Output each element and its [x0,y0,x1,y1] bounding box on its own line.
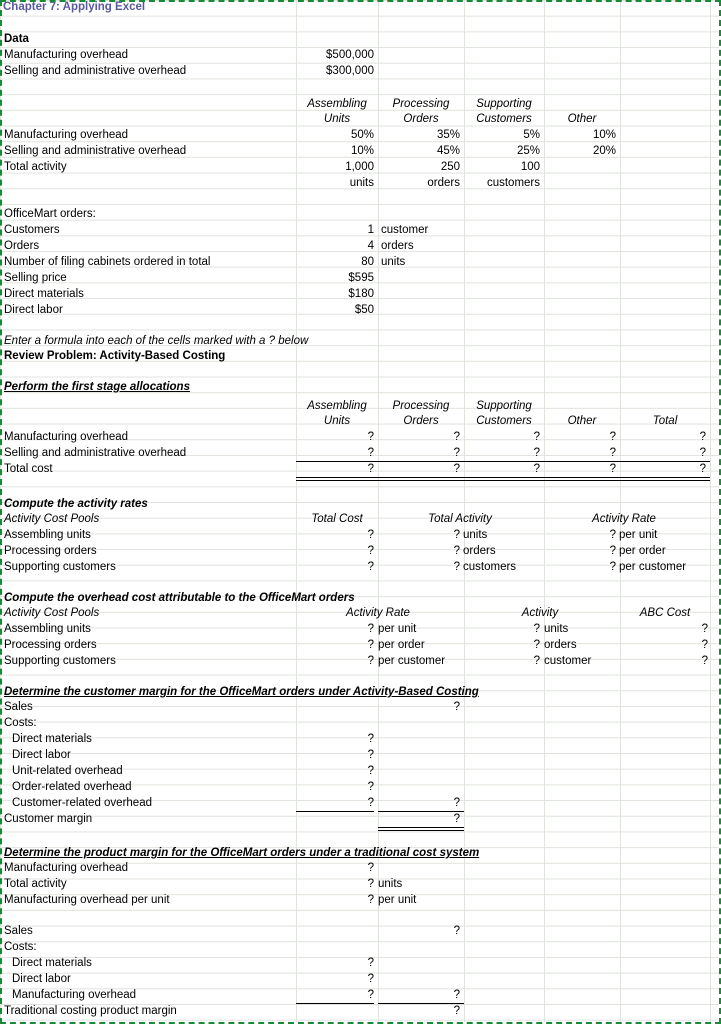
first-stage-heading: Perform the first stage allocations [4,381,190,393]
officemart-label: Number of filing cabinets ordered in total [4,256,211,268]
answer-cell[interactable]: ? [367,431,374,443]
overhead-act-unit: customer [544,655,592,667]
rates-act-unit: customers [463,561,517,573]
rates-col-pools: Activity Cost Pools [4,513,100,525]
officemart-heading: OfficeMart orders: [4,208,96,220]
pool-header: Orders [403,113,439,125]
instruction-text: Enter a formula into each of the cells marked with a ? below [4,335,309,347]
rates-act-unit: units [463,529,488,541]
dist-cell[interactable]: 1,000 [345,161,374,173]
overhead-heading: Compute the overhead cost attributable to the OfficeMart orders [4,592,355,604]
answer-cell[interactable]: ? [367,561,374,573]
answer-cell[interactable]: ? [367,655,374,667]
rates-label: Processing orders [4,545,97,557]
answer-cell[interactable]: ? [609,447,616,459]
answer-cell[interactable]: ? [367,447,374,459]
answer-cell[interactable]: ? [367,781,374,793]
answer-cell[interactable]: ? [609,529,616,541]
overhead-rate-unit: per unit [378,623,417,635]
answer-cell[interactable]: ? [453,797,460,809]
answer-cell[interactable]: ? [367,749,374,761]
answer-cell[interactable]: ? [533,639,540,651]
answer-cell[interactable]: ? [453,989,460,1001]
answer-cell[interactable]: ? [701,639,708,651]
answer-cell[interactable]: ? [453,447,460,459]
cm-cost-item: Direct labor [12,749,71,761]
rates-col-total-cost: Total Cost [311,513,363,525]
dist-label: Total activity [4,161,67,173]
answer-cell[interactable]: ? [453,925,460,937]
cm-costs-label: Costs: [4,717,37,729]
answer-cell[interactable]: ? [453,701,460,713]
answer-cell[interactable]: ? [699,431,706,443]
sheet-title: Chapter 7: Applying Excel [3,1,146,13]
pool-header: Units [323,113,351,125]
answer-cell[interactable]: ? [609,463,616,475]
dist-cell[interactable]: 10% [592,129,616,141]
overhead-label: Processing orders [4,639,97,651]
answer-cell[interactable]: ? [699,447,706,459]
officemart-value[interactable]: 80 [361,256,374,268]
rates-heading: Compute the activity rates [4,498,148,510]
officemart-label: Customers [4,224,60,236]
answer-cell[interactable]: ? [367,529,374,541]
answer-cell[interactable]: ? [609,561,616,573]
answer-cell[interactable]: ? [701,655,708,667]
answer-cell[interactable]: ? [699,463,706,475]
cm-cost-item: Unit-related overhead [12,765,123,777]
answer-cell[interactable]: ? [367,797,374,809]
overhead-act-unit: orders [544,639,577,651]
cm-margin-label: Customer margin [4,813,93,825]
dist-unit: orders [427,177,460,189]
pm-label: Manufacturing overhead [4,862,129,874]
answer-cell[interactable]: ? [367,639,374,651]
first-stage-label: Total cost [4,463,53,475]
officemart-value[interactable]: $180 [348,288,374,300]
pool-header: Total [652,415,678,427]
data-label: Selling and administrative overhead [4,65,187,77]
overhead-col-activity: Activity [521,607,559,619]
pm-label: Total activity [4,878,67,890]
overhead-label: Supporting customers [4,655,116,667]
answer-cell[interactable]: ? [367,989,374,1001]
cm-cost-item: Customer-related overhead [12,797,152,809]
cm-cost-item: Direct materials [12,733,92,745]
customer-margin-heading: Determine the customer margin for the OfficeMart orders under Activity-Based Costing [4,686,479,698]
answer-cell[interactable]: ? [367,973,374,985]
pool-header: Units [323,415,351,427]
pool-header: Customers [476,415,532,427]
pm-unit: units [378,878,403,890]
rates-rate-unit: per unit [619,529,658,541]
answer-cell[interactable]: ? [367,878,374,890]
first-stage-label: Manufacturing overhead [4,431,129,443]
total-double-rule [378,827,464,831]
answer-cell[interactable]: ? [453,1005,460,1017]
pm-cost-item: Direct materials [12,957,92,969]
data-value[interactable]: $500,000 [326,49,374,61]
pool-header: Assembling [307,98,367,110]
pool-header: Customers [476,113,532,125]
data-value[interactable]: $300,000 [326,65,374,77]
pm-margin-label: Traditional costing product margin [4,1005,177,1017]
rates-rate-unit: per order [619,545,666,557]
dist-cell[interactable]: 250 [440,161,460,173]
officemart-unit: orders [381,240,414,252]
pm-cost-item: Manufacturing overhead [12,989,137,1001]
dist-label: Manufacturing overhead [4,129,129,141]
overhead-col-rate: Activity Rate [346,607,410,619]
total-double-rule [296,477,710,481]
pool-header: Orders [403,415,439,427]
dist-unit: customers [486,177,540,189]
cm-sales-label: Sales [4,701,33,713]
rates-col-activity-rate: Activity Rate [592,513,656,525]
subtotal-rule [296,1003,374,1004]
dist-cell[interactable]: 100 [520,161,540,173]
officemart-label: Orders [4,240,40,252]
answer-cell[interactable]: ? [367,862,374,874]
dist-cell[interactable]: 20% [592,145,616,157]
dist-label: Selling and administrative overhead [4,145,187,157]
answer-cell[interactable]: ? [367,623,374,635]
cm-cost-item: Order-related overhead [12,781,132,793]
answer-cell[interactable]: ? [533,623,540,635]
pm-label: Manufacturing overhead per unit [4,894,170,906]
product-margin-heading: Determine the product margin for the OfficeMart orders under a traditional cost system [4,847,480,859]
officemart-value[interactable]: 1 [367,224,374,236]
answer-cell[interactable]: ? [367,957,374,969]
data-label: Manufacturing overhead [4,49,129,61]
officemart-label: Direct labor [4,304,63,316]
rates-label: Assembling units [4,529,91,541]
officemart-unit: units [381,256,406,268]
answer-cell[interactable]: ? [533,463,540,475]
pool-header: Processing [392,98,450,110]
answer-cell[interactable]: ? [609,431,616,443]
officemart-label: Selling price [4,272,67,284]
answer-cell[interactable]: ? [533,447,540,459]
dist-cell[interactable]: 45% [436,145,460,157]
overhead-rate-unit: per customer [378,655,446,667]
dist-unit: units [349,177,374,189]
pm-costs-label: Costs: [4,941,37,953]
pool-header: Supporting [476,98,532,110]
dist-cell[interactable]: 10% [350,145,374,157]
overhead-act-unit: units [544,623,569,635]
pool-header: Processing [392,400,450,412]
dist-cell[interactable]: 35% [436,129,460,141]
pool-header: Other [567,113,597,125]
answer-cell[interactable]: ? [453,813,460,825]
pm-sales-label: Sales [4,925,33,937]
rates-rate-unit: per customer [619,561,687,573]
first-stage-label: Selling and administrative overhead [4,447,187,459]
overhead-col-pools: Activity Cost Pools [4,607,100,619]
answer-cell[interactable]: ? [367,463,374,475]
pm-unit: per unit [378,894,417,906]
answer-cell[interactable]: ? [367,733,374,745]
dist-cell[interactable]: 5% [523,129,540,141]
officemart-value[interactable]: $50 [354,304,374,316]
answer-cell[interactable]: ? [453,463,460,475]
review-title: Review Problem: Activity-Based Costing [4,350,226,362]
dist-cell[interactable]: 25% [516,145,540,157]
dist-cell[interactable]: 50% [350,129,374,141]
answer-cell[interactable]: ? [453,561,460,573]
answer-cell[interactable]: ? [367,545,374,557]
subtotal-rule [296,811,374,812]
officemart-label: Direct materials [4,288,84,300]
officemart-unit: customer [381,224,429,236]
overhead-rate-unit: per order [378,639,425,651]
answer-cell[interactable]: ? [367,894,374,906]
rates-col-total-activity: Total Activity [428,513,492,525]
answer-cell[interactable]: ? [701,623,708,635]
pool-header: Other [567,415,597,427]
answer-cell[interactable]: ? [453,545,460,557]
officemart-value[interactable]: $595 [348,272,374,284]
overhead-col-abc: ABC Cost [639,607,691,619]
rates-act-unit: orders [463,545,496,557]
pm-cost-item: Direct labor [12,973,71,985]
answer-cell[interactable]: ? [367,765,374,777]
officemart-value[interactable]: 4 [367,240,374,252]
pool-header: Assembling [307,400,367,412]
data-heading: Data [4,33,29,45]
pool-header: Supporting [476,400,532,412]
rates-label: Supporting customers [4,561,116,573]
overhead-label: Assembling units [4,623,91,635]
answer-cell[interactable]: ? [453,431,460,443]
answer-cell[interactable]: ? [609,545,616,557]
answer-cell[interactable]: ? [533,431,540,443]
answer-cell[interactable]: ? [453,529,460,541]
answer-cell[interactable]: ? [533,655,540,667]
